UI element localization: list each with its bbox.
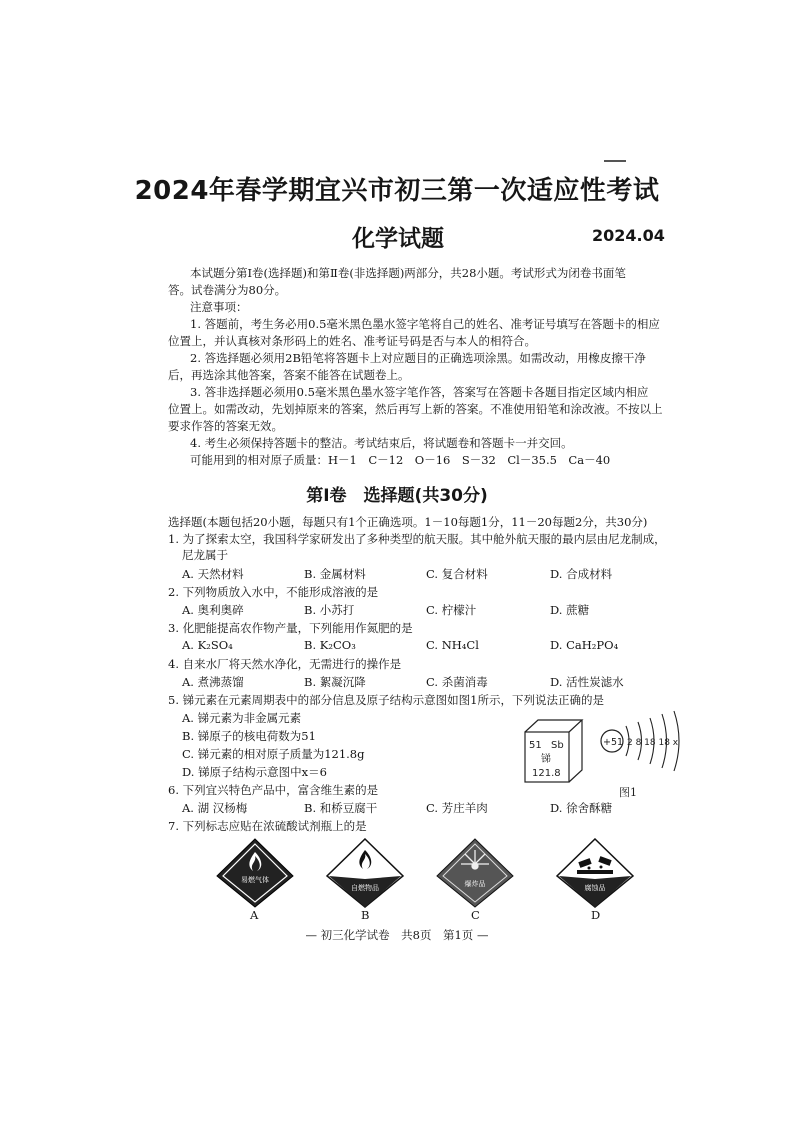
option: D. 活性炭滤水 bbox=[550, 675, 624, 689]
option: D. CaH₂PO₄ bbox=[550, 638, 619, 652]
note-line: 位置上。如需改动，先划掉原来的答案，然后再写上新的答案。不准使用铅笔和涂改液。不按以上 bbox=[168, 402, 663, 416]
figure-1 bbox=[520, 710, 690, 805]
note-line: 后，再选涂其他答案，答案不能答在试题卷上。 bbox=[168, 368, 410, 382]
atomic-number: 51 bbox=[529, 740, 542, 751]
note-line: 2. 答选择题必须用2B铅笔将答题卡上对应题目的正确选项涂黑。如需改动，用橡皮擦干净 bbox=[190, 351, 646, 365]
flammable-gas-sign bbox=[213, 838, 297, 908]
nuclear-charge: +51 bbox=[603, 737, 624, 748]
question-stem: 1. 为了探索太空，我国科学家研发出了多种类型的航天服。其中舱外航天服的最内层由尼龙制成， bbox=[168, 532, 666, 546]
option: B bbox=[361, 908, 370, 922]
spontaneous-combustion-sign bbox=[323, 838, 407, 908]
question-stem: 4. 自来水厂将天然水净化，无需进行的操作是 bbox=[168, 657, 402, 671]
option: A. 奥利奥碎 bbox=[182, 603, 244, 617]
option: D bbox=[591, 908, 601, 922]
atomic-mass: 121.8 bbox=[532, 768, 561, 779]
option: A. 煮沸蒸馏 bbox=[182, 675, 244, 689]
figure-caption: 图1 bbox=[619, 786, 637, 799]
note-line: 要求作答的答案无效。 bbox=[168, 419, 283, 433]
explosive-sign bbox=[433, 838, 517, 908]
electron-counts: 2 8 18 18 x bbox=[627, 738, 679, 748]
option: A. 天然材料 bbox=[182, 567, 244, 581]
question-stem: 6. 下列宜兴特色产品中，富含维生素的是 bbox=[168, 783, 379, 797]
intro-line: 答。试卷满分为80分。 bbox=[168, 283, 287, 297]
option: D. 徐舍酥糖 bbox=[550, 801, 613, 815]
option: C. 杀菌消毒 bbox=[426, 675, 488, 689]
option: B. 絮凝沉降 bbox=[304, 675, 366, 689]
option: D. 合成材料 bbox=[550, 567, 613, 581]
element-name: 锑 bbox=[541, 754, 551, 765]
option: A. 湖 汉杨梅 bbox=[182, 801, 248, 815]
note-line: 位置上，并认真核对条形码上的姓名、准考证号码是否与本人的相符合。 bbox=[168, 334, 536, 348]
question-stem: 5. 锑元素在元素周期表中的部分信息及原子结构示意图如图1所示，下列说法正确的是 bbox=[168, 693, 604, 707]
question-stem: 7. 下列标志应贴在浓硫酸试剂瓶上的是 bbox=[168, 819, 367, 833]
option: D. 蔗糖 bbox=[550, 603, 590, 617]
option: A. 锑元素为非金属元素 bbox=[182, 711, 302, 725]
option: A. K₂SO₄ bbox=[182, 638, 233, 652]
sign-label: 腐蚀品 bbox=[584, 884, 606, 892]
option: B. K₂CO₃ bbox=[304, 638, 356, 652]
section-instructions: 选择题(本题包括20小题，每题只有1个正确选项。1－10每题1分，11－20每题2分，共30分) bbox=[168, 515, 648, 529]
sign-label: 易燃气体 bbox=[241, 876, 269, 884]
scan-mark bbox=[604, 160, 626, 162]
option: C. 锑元素的相对原子质量为121.8g bbox=[182, 747, 365, 761]
option: B. 金属材料 bbox=[304, 567, 366, 581]
question-stem: 3. 化肥能提高农作物产量，下列能用作氮肥的是 bbox=[168, 621, 413, 635]
option: C bbox=[471, 908, 480, 922]
option: B. 锑原子的核电荷数为51 bbox=[182, 729, 316, 743]
note-line: 1. 答题前，考生务必用0.5毫米黑色墨水签字笔将自己的姓名、准考证号填写在答题卡的相应 bbox=[190, 317, 660, 331]
option: C. 复合材料 bbox=[426, 567, 488, 581]
option: B. 小苏打 bbox=[304, 603, 355, 617]
option: B. 和桥豆腐干 bbox=[304, 801, 378, 815]
option: C. 芳庄羊肉 bbox=[426, 801, 488, 815]
atomic-masses: 可能用到的相对原子质量：H－1 C－12 O－16 S－32 Cl－35.5 Ca－40 bbox=[190, 453, 611, 467]
page-footer: — 初三化学试卷 共8页 第1页 — bbox=[305, 928, 489, 942]
section-title: 第Ⅰ卷 选择题(共30分) bbox=[306, 486, 488, 506]
exam-subtitle: 化学试题 bbox=[352, 226, 444, 252]
corrosive-sign bbox=[553, 838, 637, 908]
exam-date: 2024.04 bbox=[592, 226, 665, 245]
note-line: 3. 答非选择题必须用0.5毫米黑色墨水签字笔作答，答案写在答题卡各题目指定区域内相应 bbox=[190, 385, 649, 399]
intro-line: 本试题分第Ⅰ卷(选择题)和第Ⅱ卷(非选择题)两部分，共28小题。考试形式为闭卷书面笔 bbox=[190, 266, 626, 280]
question-stem: 尼龙属于 bbox=[182, 548, 228, 562]
sign-label: 自燃物品 bbox=[351, 884, 379, 892]
option: C. 柠檬汁 bbox=[426, 603, 477, 617]
sign-label: 爆炸品 bbox=[464, 880, 486, 888]
option: D. 锑原子结构示意图中x＝6 bbox=[182, 765, 327, 779]
option: A bbox=[250, 908, 259, 922]
notes-heading: 注意事项： bbox=[190, 300, 248, 314]
element-symbol: Sb bbox=[551, 740, 564, 751]
question-stem: 2. 下列物质放入水中，不能形成溶液的是 bbox=[168, 585, 379, 599]
exam-title: 2024年春学期宜兴市初三第一次适应性考试 bbox=[134, 176, 660, 206]
note-line: 4. 考生必须保持答题卡的整洁。考试结束后，将试题卷和答题卡一并交回。 bbox=[190, 436, 573, 450]
option: C. NH₄Cl bbox=[426, 638, 479, 652]
